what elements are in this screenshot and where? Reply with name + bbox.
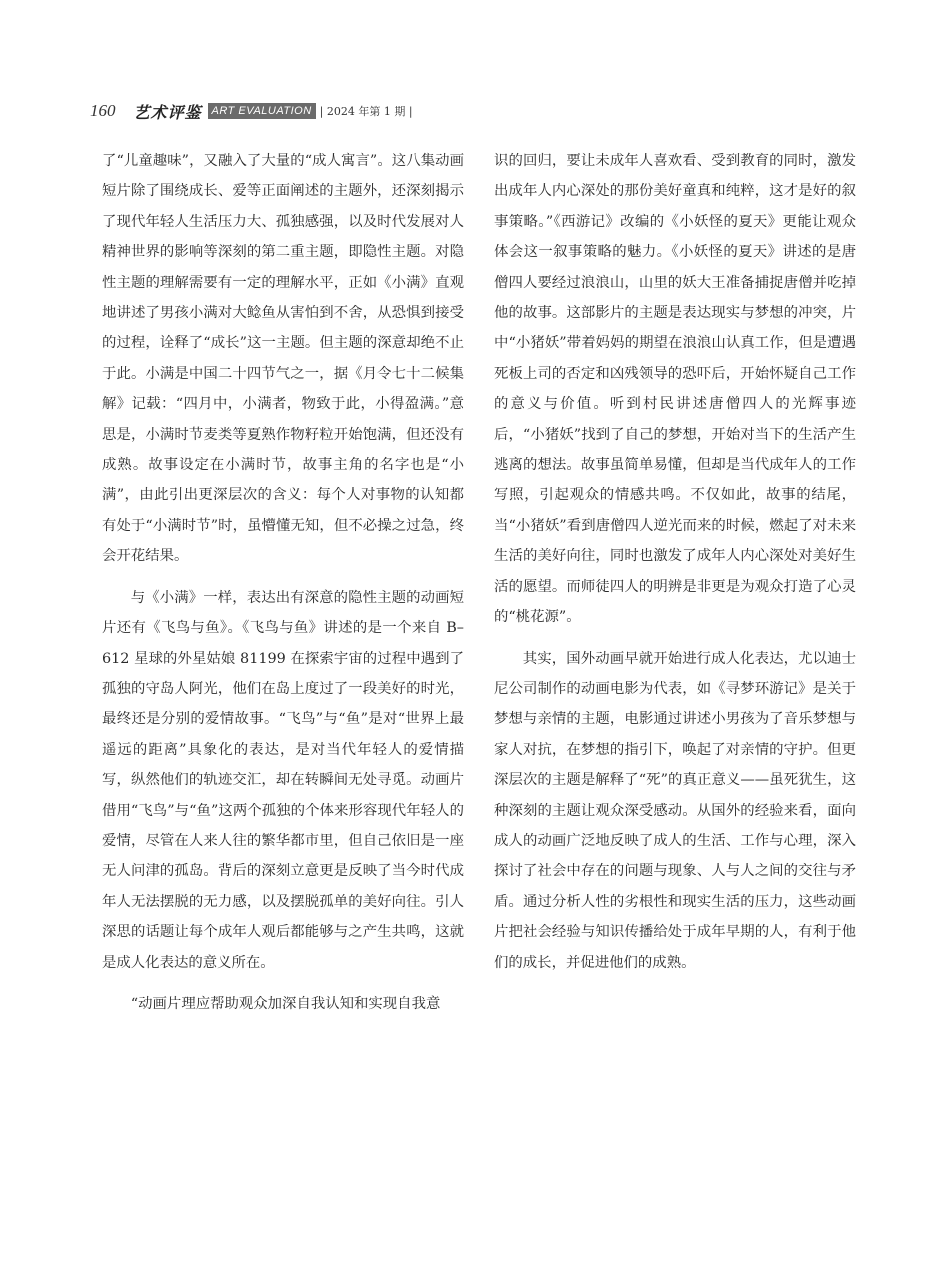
left-paragraph-3: “动画片理应帮助观众加深自我认知和实现自我意 xyxy=(130,995,441,1012)
page-header xyxy=(90,100,413,122)
right-paragraph-2: 其实，国外动画早就开始进行成人化表达，尤以迪士尼公司制作的动画电影为代表，如《寻梦环游记》是关于梦想与亲情的主题，电影通过讲述小男孩为了音乐梦想与家人对抗，在梦想的指引下，唤起了对亲情的守护。但更深层次的主题是解释了“死”的真正意义——虽死犹生，这种深刻的主题让观众深受感动。从国外的经验来看，面向成人的动画广泛地反映了成人的生活、工作与心理，深入探讨了社会中存在的问题与现象、人与人之间的交往与矛盾。通过分析人性的劣根性和现实生活的压力，这些动画片把社会经验与知识传播给处于成年早期的人，有利于他们的成长，并促进他们的成熟。 xyxy=(494,650,856,971)
left-paragraph-2: 与《小满》一样，表达出有深意的隐性主题的动画短片还有《飞鸟与鱼》。《飞鸟与鱼》讲述的是一个来自 B–612 星球的外星姑娘 81199 在探索宇宙的过程中遇到了孤独的守岛人阿光，他们在岛上度过了一段美好的时光，最终还是分别的爱情故事。“飞鸟”与“鱼”是对“世界上最遥远的距离”具象化的表达，是对当代年轻人的爱情描写，纵然他们的轨迹交汇，却在转瞬间无处寻觅。动画片借用“飞鸟”与“鱼”这两个孤独的个体来形容现代年轻人的爱情，尽管在人来人往的繁华都市里，但自己依旧是一座无人问津的孤岛。背后的深刻立意更是反映了当今时代成年人无法摆脱的无力感，以及摆脱孤单的美好向往。引人深思的话题让每个成年人观后都能够与之产生共鸣，这就是成人化表达的意义所在。 xyxy=(102,589,464,971)
right-column xyxy=(494,146,856,989)
left-paragraph-1: 了“儿童趣味”，又融入了大量的“成人寓言”。这八集动画短片除了围绕成长、爱等正面阐述的主题外，还深刻揭示了现代年轻人生活压力大、孤独感强，以及时代发展对人精神世界的影响等深刻的第二重主题，即隐性主题。对隐性主题的理解需要有一定的理解水平，正如《小满》直观地讲述了男孩小满对大鲶鱼从害怕到不舍，从恐惧到接受的过程，诠释了“成长”这一主题。但主题的深意却绝不止于此。小满是中国二十四节气之一，据《月令七十二候集解》记载：“四月中，小满者，物致于此，小得盈满。”意思是，小满时节麦类等夏熟作物籽粒开始饱满，但还没有成熟。故事设定在小满时节，故事主角的名字也是“小满”，由此引出更深层次的含义：每个人对事物的认知都有处于“小满时节”时，虽懵懂无知，但不必操之过急，终会开花结果。 xyxy=(102,153,464,565)
right-paragraph-1: 识的回归，要让未成年人喜欢看、受到教育的同时，激发出成年人内心深处的那份美好童真和纯粹，这才是好的叙事策略。”《西游记》改编的《小妖怪的夏天》更能让观众体会这一叙事策略的魅力。《小妖怪的夏天》讲述的是唐僧四人要经过浪浪山，山里的妖大王准备捕捉唐僧并吃掉他的故事。这部影片的主题是表达现实与梦想的冲突，片中“小猪妖”带着妈妈的期望在浪浪山认真工作，但是遭遇死板上司的否定和凶残领导的恐吓后，开始怀疑自己工作的意义与价值。听到村民讲述唐僧四人的光辉事迹后，“小猪妖”找到了自己的梦想，开始对当下的生活产生逃离的想法。故事虽简单易懂，但却是当代成年人的工作写照，引起观众的情感共鸣。不仅如此，故事的结尾，当“小猪妖”看到唐僧四人逆光而来的时候，燃起了对未来生活的美好向往，同时也激发了成年人内心深处对美好生活的愿望。而师徒四人的明辨是非更是为观众打造了心灵的“桃花源”。 xyxy=(494,153,856,626)
left-column xyxy=(102,146,464,1030)
issue-label: | 2024 年第 1 期 | xyxy=(319,105,413,118)
page-number: 160 xyxy=(90,101,116,120)
journal-title-en: ART EVALUATION xyxy=(208,103,316,119)
journal-title-cn: 艺术评鉴 xyxy=(133,102,202,122)
